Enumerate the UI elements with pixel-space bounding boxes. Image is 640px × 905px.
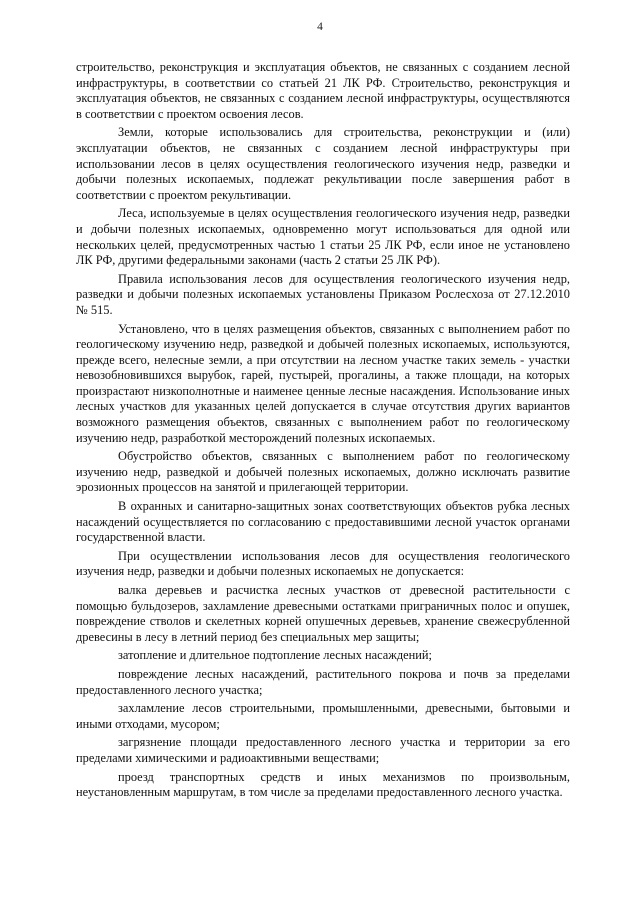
paragraph-1: строительство, реконструкция и эксплуатация объектов, не связанных с созданием лесной инфраструктуры, в соответствии со статьей 21 ЛК РФ. Строительство, реконструкция и эксплуатация объектов, не связанных с созданием лесной инфраструктуры, осуществляются в соответствии с проектом освоения лесов. xyxy=(76,60,570,121)
paragraph-6: Обустройство объектов, связанных с выполнением работ по геологическому изучению недр, разведкой и добычей полезных ископаемых, должно исключать развитие эрозионных процессов на занятой и прилегающей территории. xyxy=(76,449,570,495)
paragraph-8: При осуществлении использования лесов для осуществления геологического изучения недр, разведки и добычи полезных ископаемых не допускается: xyxy=(76,548,570,579)
paragraph-5: Установлено, что в целях размещения объектов, связанных с выполнением работ по геологическому изучению недр, разведкой и добычей полезных ископаемых, используются, прежде всего, нелесные земли, а при отсутствии на лесном участке таких земель - участки невозобновившихся вырубок, гарей, пустырей, прогалины, а также площади, на которых произрастают низкополнотные и наименее ценные лесные насаждения. Использование иных лесных участков для указанных целей допускается в случае отсутствия других вариантов возможного размещения объектов, связанных с выполнением работ по геологическому изучению недр, разработкой месторождений полезных ископаемых. xyxy=(76,321,570,445)
paragraph-7: В охранных и санитарно-защитных зонах соответствующих объектов рубка лесных насаждений осуществляется по согласованию с предоставившими лесной участок органами государственной власти. xyxy=(76,499,570,545)
list-item-2: затопление и длительное подтопление лесных насаждений; xyxy=(118,648,432,663)
list-item-3: повреждение лесных насаждений, растительного покрова и почв за пределами предоставленного лесного участка; xyxy=(76,666,570,697)
list-item-6: проезд транспортных средств и иных механизмов по произвольным, неустановленным маршрутам, в том числе за пределами предоставленного лесного участка. xyxy=(76,769,570,800)
paragraph-3: Леса, используемые в целях осуществления геологического изучения недр, разведки и добычи полезных ископаемых, одновременно могут использоваться для одной или нескольких целей, предусмотренных частью 1 статьи 25 ЛК РФ, если иное не установлено ЛК РФ, другими федеральными законами (часть 2 статьи 25 ЛК РФ). xyxy=(76,206,570,268)
page-number: 4 xyxy=(317,21,323,33)
list-item-5: загрязнение площади предоставленного лесного участка и территории за его пределами химическими и радиоактивными веществами; xyxy=(76,735,570,765)
paragraph-2: Земли, которые использовались для строительства, реконструкции и (или) эксплуатации объектов, не связанных с созданием лесной инфраструктуры при использовании лесов в целях осуществления геологического изучения недр, разведки и добычи полезных ископаемых, подлежат рекультивации после завершения работ в соответствии с проектом рекультивации. xyxy=(76,125,570,202)
document-body xyxy=(76,60,570,804)
list-item-4: захламление лесов строительными, промышленными, древесными, бытовыми и иными отходами, мусором; xyxy=(76,701,570,731)
list-item-1: валка деревьев и расчистка лесных участков от древесной растительности с помощью бульдозеров, захламление древесными остатками приграничных полос и опушек, повреждение стволов и скелетных корней опушечных деревьев, хранение свежесрубленной древесины в лесу в летний период без специальных мер защиты; xyxy=(76,583,570,644)
paragraph-4: Правила использования лесов для осуществления геологического изучения недр, разведки и добычи полезных ископаемых установлены Приказом Рослесхоза от 27.12.2010 № 515. xyxy=(76,271,570,317)
